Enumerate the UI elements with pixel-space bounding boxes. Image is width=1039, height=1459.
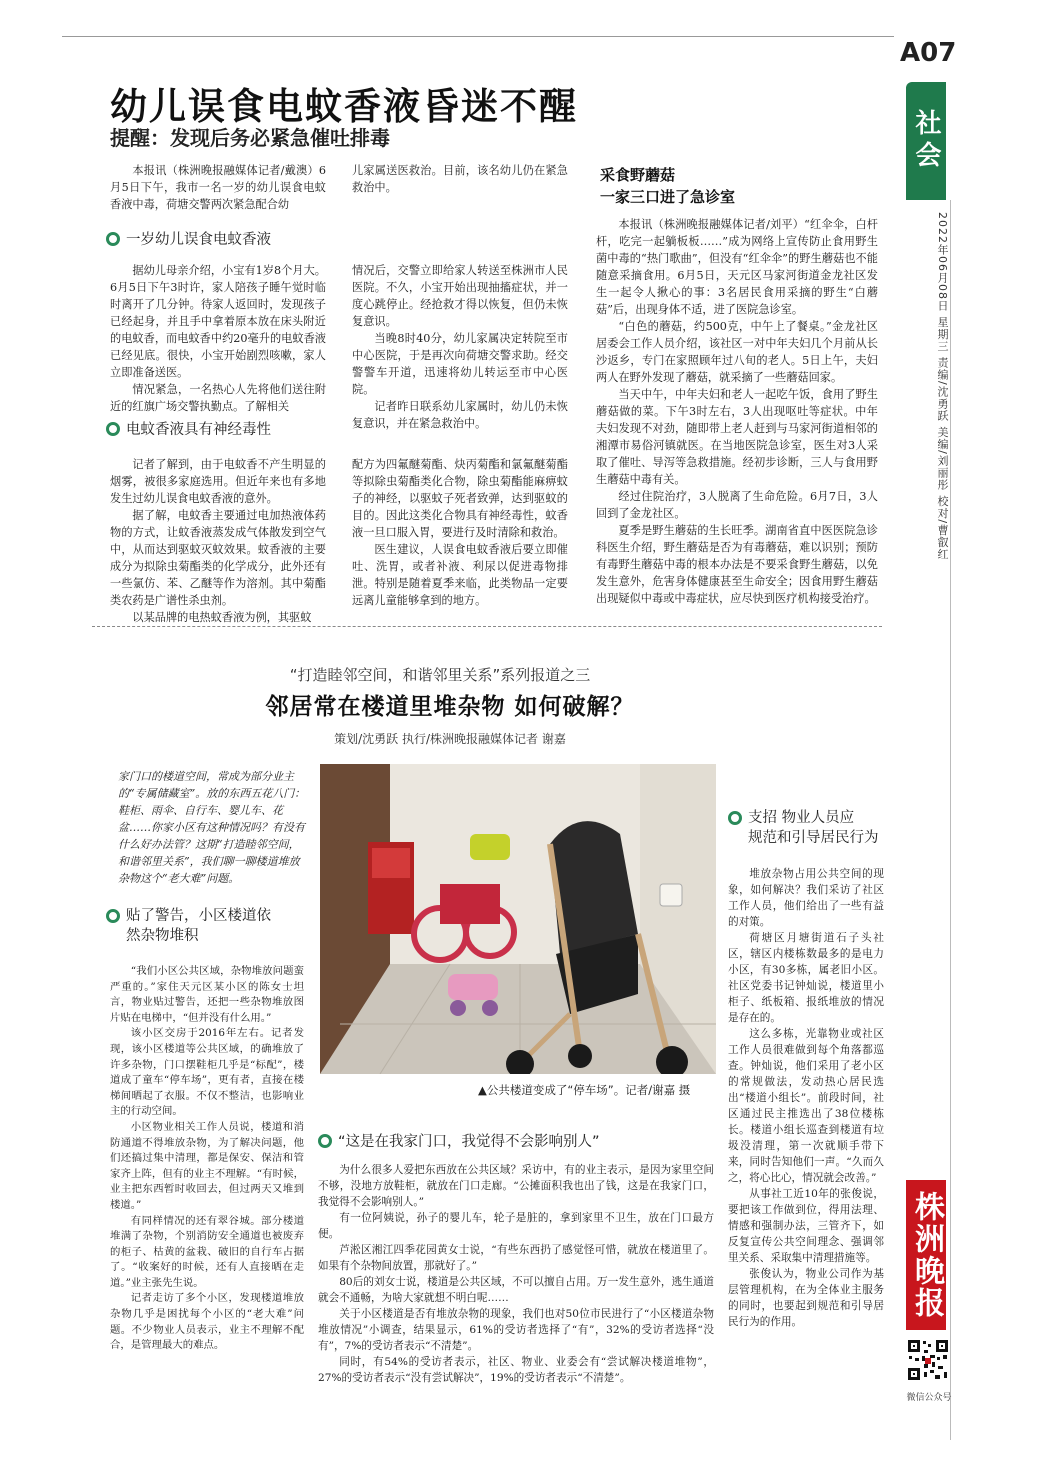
article3-section3-heading: 支招 物业人员应 规范和引导居民行为 [728, 808, 879, 848]
page-credits: 2022年06月08日 星期三 责编/沈勇跃 美编/刘丽彤 校对/曹叡红 [936, 212, 949, 561]
page-number: A07 [900, 38, 957, 68]
article1-s1-col2: 情况后，交警立即给家人转送至株洲市人民医院。不久，小宝开始出现抽搐症状，并一度心跳停止。经抢救才得以恢复，但仍未恢复意识。 当晚8时40分，幼儿家属决定转院至市中心医院，于是再次向荷塘交警求助。经交警警车开道，迅速将幼儿转运至市中心医院。 记者昨日联系幼儿家属时，幼儿仍未恢复意识，并在紧急救治中。 [352, 264, 568, 430]
wechat-qr-code-icon[interactable] [906, 1338, 950, 1382]
article3-section1-heading: 贴了警告，小区楼道依 然杂物堆积 [106, 906, 271, 946]
article1-s2-col1: 记者了解到，由于电蚊香不产生明显的烟雾，被很多家庭选用。但近年来也有多地发生过幼儿误食电蚊香液的意外。 据了解，电蚊香主要通过电加热液体药物的方式，让蚊香液蒸发成气体散发到空气中，从而达到驱蚊灭蚊效果。蚊香液的主要成分为拟除虫菊酯类的化学成分，此外还有一些氯仿、苯、乙醚等作为溶剂。其中菊酯类农药是广谱性杀虫剂。 以某品牌的电热蚊香液为例，其驱蚊 [110, 458, 326, 624]
bullet-circle-icon [106, 909, 120, 923]
article1-section2-heading: 电蚊香液具有神经毒性 [106, 418, 271, 439]
bullet-circle-icon [106, 232, 120, 246]
article1-section1-heading: 一岁幼儿误食电蚊香液 [106, 228, 271, 249]
article3-lead: 家门口的楼道空间，常成为部分业主的“专属储藏室”。放的东西五花八门：鞋柜、雨伞、自行车、婴儿车、花盆……你家小区有这种情况吗？有没有什么好办法管？这期“打造睦邻空间，和谐邻里关系”，我们聊一聊楼道堆放杂物这个“老大难”问题。 [118, 770, 306, 885]
photo-caption: ▲公共楼道变成了“停车场”。记者/谢嘉 摄 [478, 1083, 691, 1097]
bullet-circle-icon [318, 1134, 332, 1148]
article3-headline: 邻居常在楼道里堆杂物 如何破解？ [265, 694, 635, 720]
article3-sec3-body: 堆放杂物占用公共空间的现象，如何解决？我们采访了社区工作人员，他们给出了一些有益的对策。 荷塘区月塘街道石子头社区，辖区内楼栋数最多的是电力小区，有30多栋，属老旧小区。社区党委书记钟灿说，楼道里小柜子、纸板箱、报纸堆放的情况是存在的。 这么多栋，光靠物业或社区工作人员很难做到每个角落都巡查。钟灿说，他们采用了老小区的常规做法，发动热心居民选出“楼道小组长”。前段时间，社区通过民主推选出了38位楼栋长。楼道小组长巡查到楼道有垃圾没清理，第一次就顺手带下来，同时告知他们一声。“久而久之，将心比心，情况就会改善。” 从事社工近10年的张俊说，要把该工作做到位，得用法理、情感和强制办法，三管齐下，如反复宣传公共空间理念、强调邻里关系、采取集中清理措施等。 张俊认为，物业公司作为基层管理机构，在为全体业主服务的同时，也要起到规范和引导居民行为的作用。 [728, 868, 884, 1328]
article1-subhead: 提醒：发现后务必紧急催吐排毒 [110, 126, 390, 150]
top-rule [62, 36, 894, 37]
bullet-circle-icon [106, 422, 120, 436]
qr-label: 微信公众号 [906, 1393, 952, 1403]
bullet-circle-icon [728, 811, 742, 825]
article3-sec2-body: 为什么很多人爱把东西放在公共区域？采访中，有的业主表示，是因为家里空间不够，没地方放鞋柜，就放在门口走廊。“公摊面积我也出了钱，这是在我家门口，我觉得不会影响别人。” 有一位阿姨说，孙子的婴儿车，轮子是脏的，拿到家里不卫生，放在门口最方便。 芦淞区湘江四季花园黄女士说，“有些东西扔了感觉怪可惜，就放在楼道里了。如果有个杂物间放置，那就好了。” 80后的刘女士说，楼道是公共区域，不可以擅自占用。万一发生意外，逃生通道就会不通畅，为啥大家就想不明白呢…… 关于小区楼道是否有堆放杂物的现象，我们也对50位市民进行了“小区楼道杂物堆放情况”小调查，结果显示，61%的受访者选择了“有”，32%的受访者选择“没有”，7%的受访者表示“不清楚”。 同时，有54%的受访者表示，社区、物业、业委会有“尝试解决楼道堆物”，27%的受访者表示“没有尝试解决”，19%的受访者表示“不清楚”。 [318, 1164, 714, 1384]
hallway-stroller-illustration [320, 764, 716, 1074]
article1-headline: 幼儿误食电蚊香液昏迷不醒 [110, 85, 578, 128]
section-tab: 社会 [906, 82, 946, 200]
article-divider [92, 626, 882, 627]
article1-s1-col1: 据幼儿母亲介绍，小宝有1岁8个月大。6月5日下午3时许，家人陪孩子睡午觉时临时离开了几分钟。待家人返回时，发现孩子已经起身，并且手中拿着原本放在床头附近的电蚊香，而电蚊香中约20毫升的电蚊香液已经见底。很快，小宝开始剧烈咳嗽，家人立即准备送医。 情况紧急，一名热心人先将他们送往附近的红旗广场交警执勤点。了解相关 [110, 264, 326, 413]
article3-section2-heading: “这是在我家门口，我觉得不会影响别人” [318, 1130, 600, 1151]
hallway-photo [320, 764, 716, 1074]
article3-sec1-body: “我们小区公共区域，杂物堆放问题蛮严重的。”家住天元区某小区的陈女士坦言，物业贴过警告，还把一些杂物堆放图片贴在电梯中，“但并没有什么用。” 该小区交房于2016年左右。记者发现，该小区楼道等公共区域，的确堆放了许多杂物，门口摆鞋柜几乎是“标配”，楼道成了童车“停车场”，更有者，直接在楼梯间晒起了衣服。不仅不整洁，也影响业主的行动空间。 小区物业相关工作人员说，楼道和消防通道不得堆放杂物，为了解决问题，他们还搞过集中清理，都是保安、保洁和管家齐上阵，但有的业主不理解。“有时候，业主把东西暂时收回去，但过两天又堆到楼道。” 有同样情况的还有翠谷城。部分楼道堆满了杂物，个别消防安全通道也被废弃的柜子、枯黄的盆栽、破旧的自行车占据了。“收案好的时候，还有人直接晒在走道。”业主张先生说。 记者走访了多个小区，发现楼道堆放杂物几乎是困扰每个小区的“老大难”问题。不少物业人员表示，业主不理解不配合，是管理最大的难点。 [110, 965, 304, 1352]
newspaper-logo: 株洲晚报 [906, 1180, 946, 1330]
article1-s2-col2: 配方为四氟醚菊酯、炔丙菊酯和氯氟醚菊酯等拟除虫菊酯类化合物，除虫菊酯能麻痹蚊子的神经，以驱蚊子死者致弹，达到驱蚊的目的。因此这类化合物具有神经毒性，蚊香液一旦口服入胃，要进行及时清除和救治。 医生建议，人误食电蚊香液后要立即催吐、洗胃，或者补液、利尿以促进毒物排泄。特别是随着夏季来临，此类物品一定要远离儿童能够拿到的地方。 [352, 458, 568, 607]
article2-headline: 采食野蘑菇 一家三口进了急诊室 [600, 166, 736, 206]
article2-body: 本报讯（株洲晚报融媒体记者/刘平）“红伞伞，白杆杆，吃完一起躺板板……”成为网络上宣传防止食用野生菌中毒的“热门歌曲”，但没有“红伞伞”的野生蘑菇也不能随意采摘食用。6月5日，天元区马家河街道金龙社区发生一起令人揪心的事：3名居民食用采摘的野生“白蘑菇”后，出现身体不适，进了医院急诊室。 “白色的蘑菇，约500克，中午上了餐桌。”金龙社区居委会工作人员介绍，该社区一对中年夫妇几个月前从长沙返乡，专门在家照顾年过八旬的老人。5日上午，夫妇两人在野外发现了蘑菇，就采摘了一些蘑菇回家。 当天中午，中年夫妇和老人一起吃午饭，食用了野生蘑菇做的菜。下午3时左右，3人出现呕吐等症状。中年夫妇发现不对劲，随即带上老人赶到与马家河街道相邻的湘潭市易俗河镇就医。在当地医院急诊室，医生对3人采取了催吐、导泻等急救措施。经初步诊断，三人与食用野生蘑菇中毒有关。 经过住院治疗，3人脱离了生命危险。6月7日，3人回到了金龙社区。 夏季是野生蘑菇的生长旺季。湖南省直中医医院急诊科医生介绍，野生蘑菇是否为有毒蘑菇，难以识别；预防有毒野生蘑菇中毒的根本办法是不要采食野生蘑菇，以免发生意外，危害身体健康甚至生命安全；因食用野生蘑菇出现疑似中毒或中毒症状，应尽快到医疗机构接受治疗。 [596, 218, 878, 605]
sidebar-divider [950, 200, 951, 1440]
article1-lead-b: 儿家属送医救治。目前，该名幼儿仍在紧急救治中。 [352, 164, 568, 194]
article3-byline: 策划/沈勇跃 执行/株洲晚报融媒体记者 谢嘉 [334, 732, 566, 746]
article3-series-title: “打造睦邻空间，和谐邻里关系”系列报道之三 [289, 666, 591, 684]
article1-lead-a: 本报讯（株洲晚报融媒体记者/戴澳）6月5日下午，我市一名一岁的幼儿误食电蚊香液中毒，荷塘交警两次紧急配合幼 [110, 164, 326, 211]
